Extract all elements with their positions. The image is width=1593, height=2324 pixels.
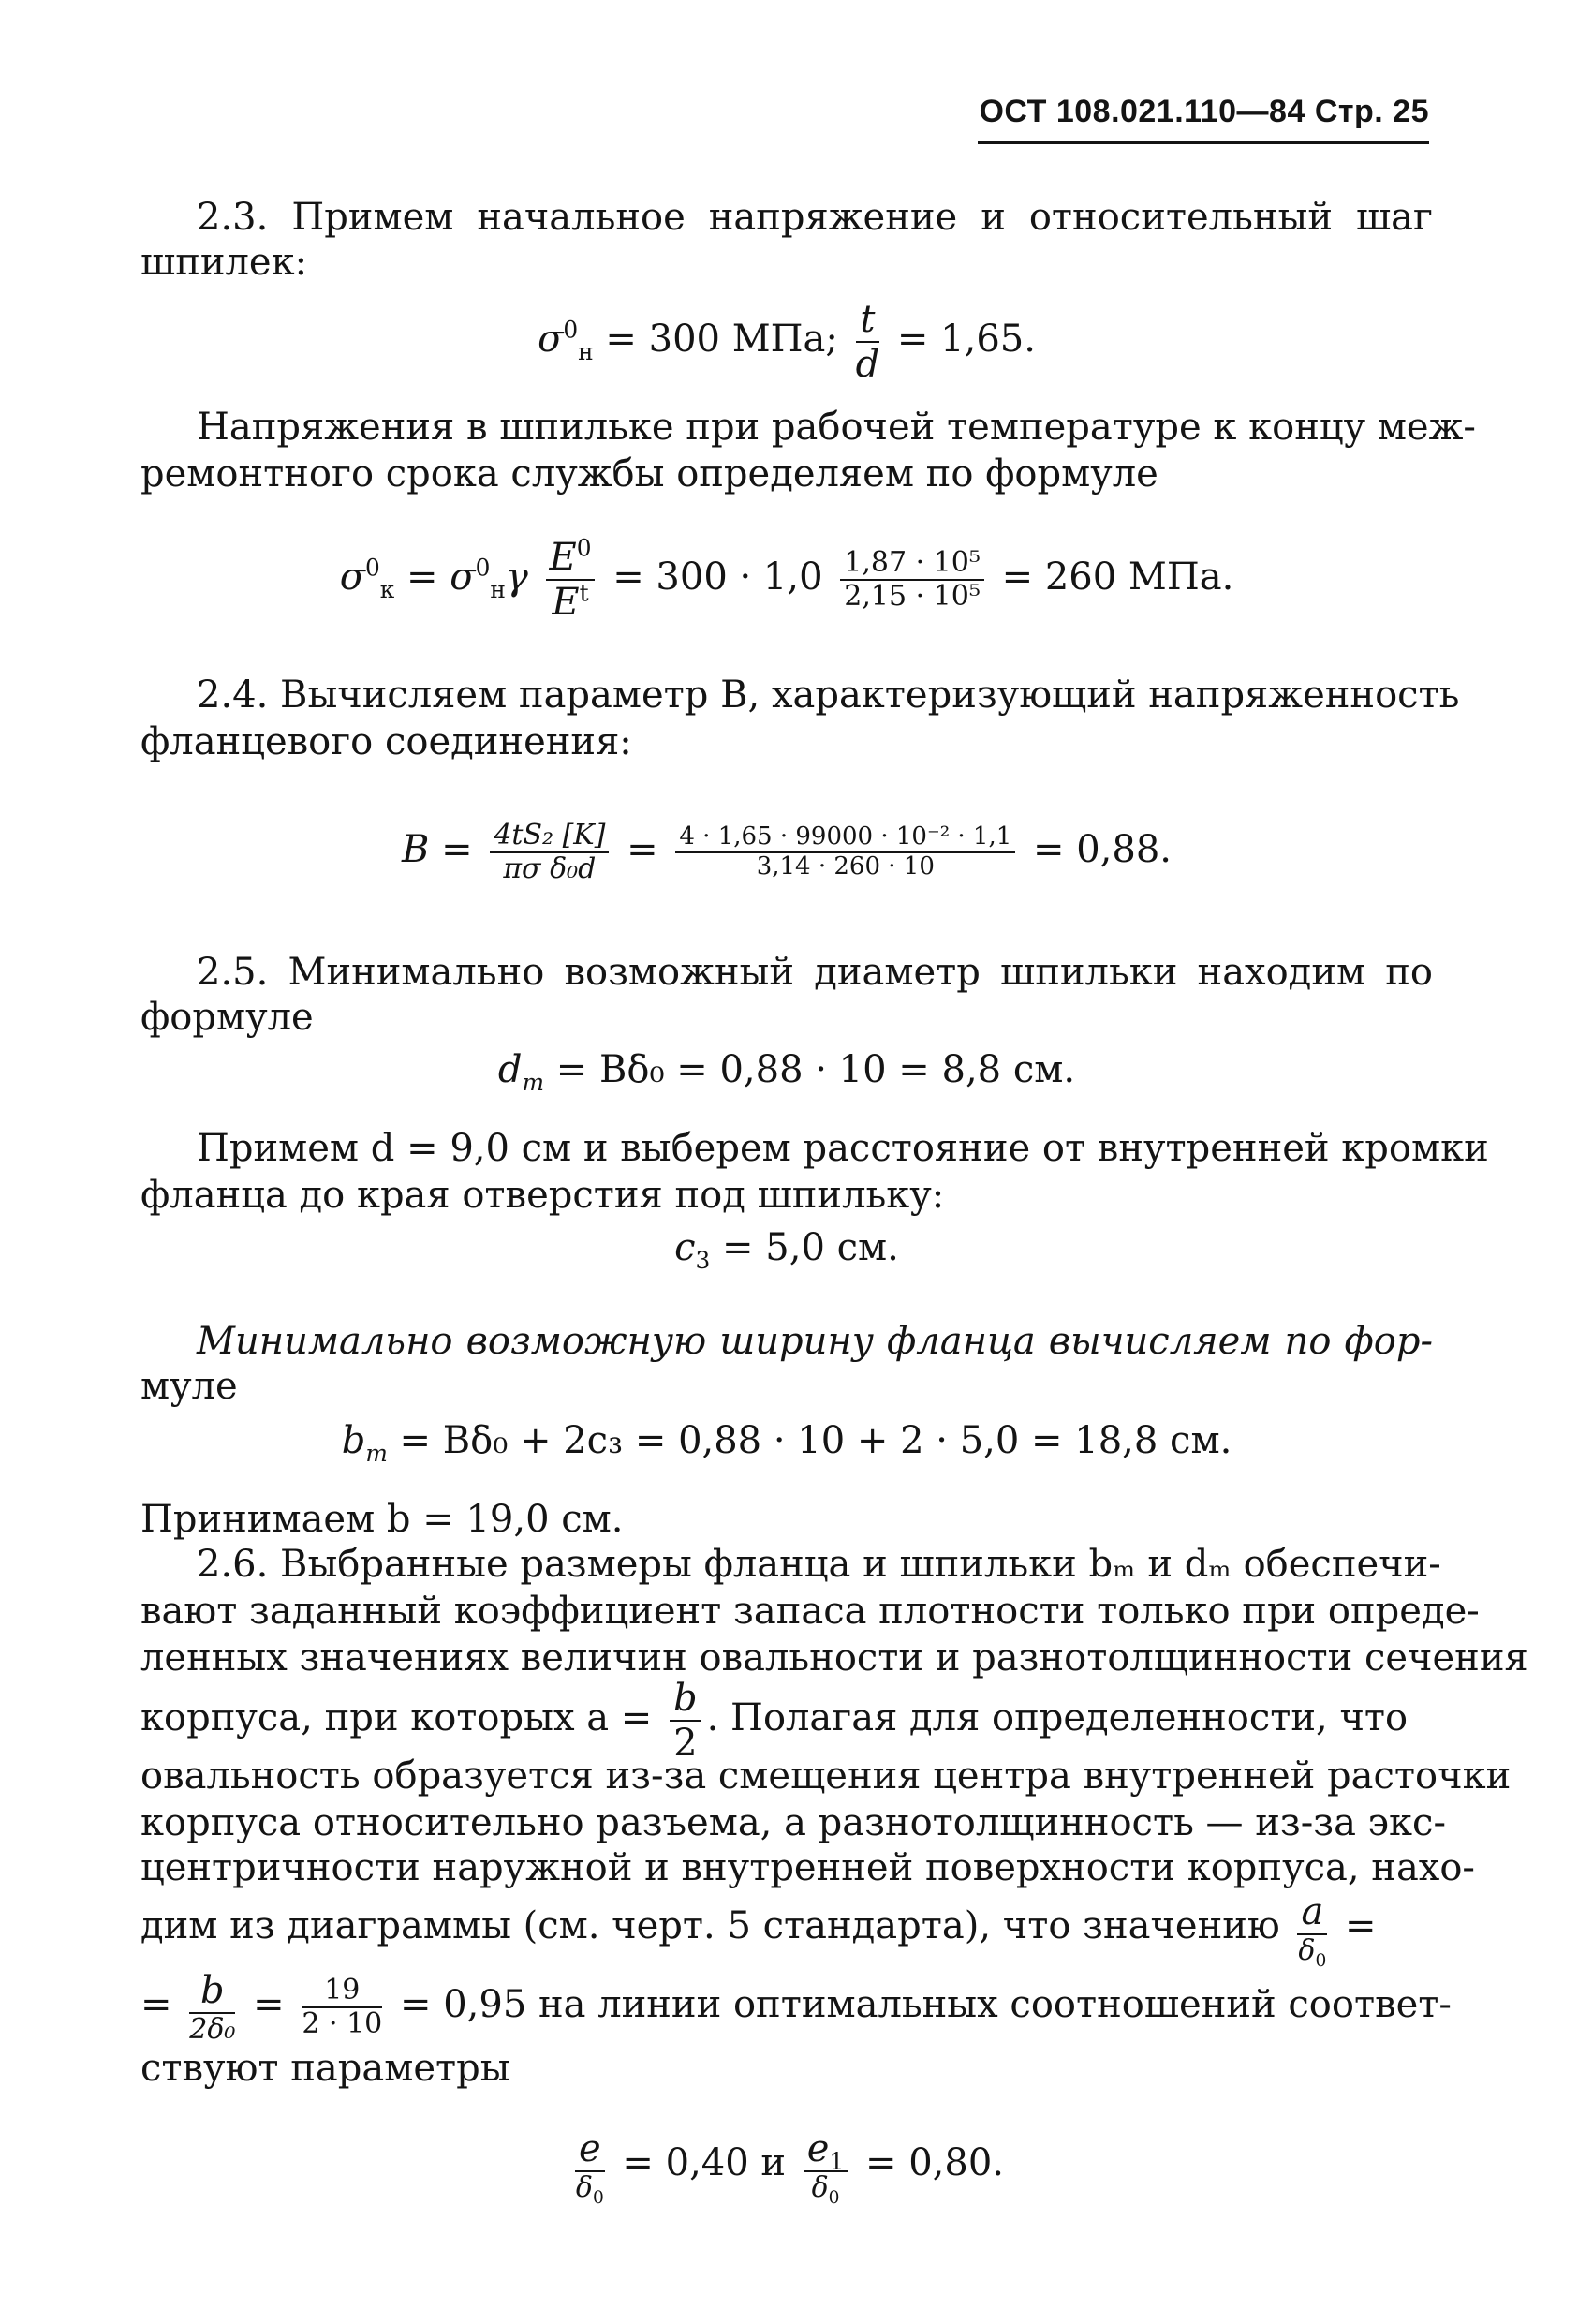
formula-eccentricity: e $\delta_0$ = 0,40 и $e_1$ $\delta_0$ = 0,80.: [575, 2126, 1004, 2208]
s26-line6: корпуса относительно разъема, а разнотолщинность — из-за экс-: [140, 1801, 1446, 1844]
s25-line1: 2.5. Минимально возможный диаметр шпильки находим по: [197, 951, 1433, 994]
f-step-ratio: = 1,65.: [896, 318, 1036, 361]
s26-line1: 2.6. Выбранные размеры фланца и шпильки bₘ и dₘ обеспечи-: [197, 1543, 1441, 1586]
doc-code: ОСТ 108.021.110—84: [979, 94, 1305, 129]
fraction-b-symbolic: $\frac{\text{4tS₂ [K]}}{\text{πσ δ₀d}}$: [490, 820, 609, 886]
s23-p1: Напряжения в шпильке при рабочей температуре к концу меж-: [197, 406, 1476, 449]
fraction-19-20: $\frac{19}{2 \cdot 10}$: [302, 1973, 383, 2040]
fraction-e-delta: e $\delta_0$: [575, 2126, 604, 2208]
formula-initial-stress: $\sigma^0_н = 300$ МПа; $\frac{t}{d}$ = 1,65.: [538, 298, 1036, 386]
s26-line10: ствуют параметры: [140, 2047, 510, 2090]
s26-line3: ленных значениях величин овальности и разнотолщинности сечения: [140, 1636, 1528, 1680]
page-number: Стр. 25: [1314, 94, 1429, 129]
fraction-b-2: $\frac{b}{2}$: [670, 1677, 701, 1765]
formula-stress-end: $\sigma^0_к = \sigma^0_н\gamma$ $\frac{E^0}{E^t}$ = 300 · 1,0 $\frac{\text{1,87 · 10⁵}}{\text{2,15 · 10⁵}}$ = 260 МПа.: [339, 534, 1234, 624]
fraction-modulus: $\frac{\text{1,87 · 10⁵}}{\text{2,15 · 10⁵}}$: [840, 547, 984, 614]
s25-p2: фланца до края отверстия под шпильку:: [140, 1174, 945, 1217]
s24-line2: фланцевого соединения:: [140, 720, 632, 763]
s23-line1: 2.3. Примем начальное напряжение и относительный шаг: [197, 196, 1433, 239]
s25-p3: Минимально возможную ширину фланца вычисляем по фор-: [197, 1320, 1433, 1363]
s25-p4: муле: [140, 1365, 238, 1408]
fraction-e1-delta: $e_1$ $\delta_0$: [804, 2127, 848, 2205]
fraction-b-2delta: b 2δ₀: [189, 1968, 236, 2046]
f-initial-stress: = 300 МПа;: [605, 318, 838, 361]
formula-c3: $c_3 = 5,0$ см.: [674, 1226, 899, 1274]
s25-line2: формуле: [140, 996, 314, 1039]
fraction-e0-e: $\frac{E^0}{E^t}$: [546, 536, 596, 624]
fraction-t-d: $\frac{t}{d}$: [855, 298, 880, 386]
s25-accept: Принимаем b = 19,0 см.: [140, 1498, 624, 1541]
s26-line2: вают заданный коэффициент запаса плотности только при опреде-: [140, 1590, 1480, 1633]
s26-line8: дим из диаграммы (см. черт. 5 стандарта), что значению a $\delta_0$ =: [140, 1889, 1377, 1971]
s26-line4: корпуса, при которых a = $\frac{b}{2}$ . Полагая для определенности, что: [140, 1677, 1409, 1765]
formula-min-width: $b_m = B\delta_0 + 2c_3 = 0,88 \cdot 10 + 2 \cdot 5,0 = 18,8$ см.: [341, 1419, 1232, 1467]
formula-parameter-b: B = $\frac{\text{4tS₂ [K]}}{\text{πσ δ₀d}}$ = $\frac{\text{4 · 1,65 · 99000 · 10⁻² · 1,1}}{3,14 \cdot 260 \cdot 10}$ = 0,88.: [401, 818, 1172, 885]
s24-line1: 2.4. Вычисляем параметр B, характеризующий напряженность: [197, 674, 1460, 717]
s26-line9: = b 2δ₀ = $\frac{19}{2 \cdot 10}$ = 0,95 на линии оптимальных соотношений соответ-: [140, 1968, 1452, 2046]
fraction-a-delta: a $\delta_0$: [1298, 1889, 1327, 1971]
formula-min-diameter: $d_m = B\delta_0 = 0,88 \cdot 10 = 8,8$ см.: [497, 1048, 1076, 1096]
fraction-b-numeric: $\frac{\text{4 · 1,65 · 99000 · 10⁻² · 1,1}}{3,14 \cdot 260 \cdot 10}$: [675, 823, 1015, 881]
s25-p1: Примем d = 9,0 см и выберем расстояние от внутренней кромки: [197, 1127, 1489, 1170]
s26-line5: овальность образуется из-за смещения центра внутренней расточки: [140, 1754, 1512, 1798]
s26-line7: центричности наружной и внутренней поверхности корпуса, нахо-: [140, 1846, 1475, 1889]
page-header: [978, 86, 1429, 144]
s23-line2: шпилек:: [140, 241, 308, 284]
s23-p2: ремонтного срока службы определяем по формуле: [140, 452, 1158, 496]
